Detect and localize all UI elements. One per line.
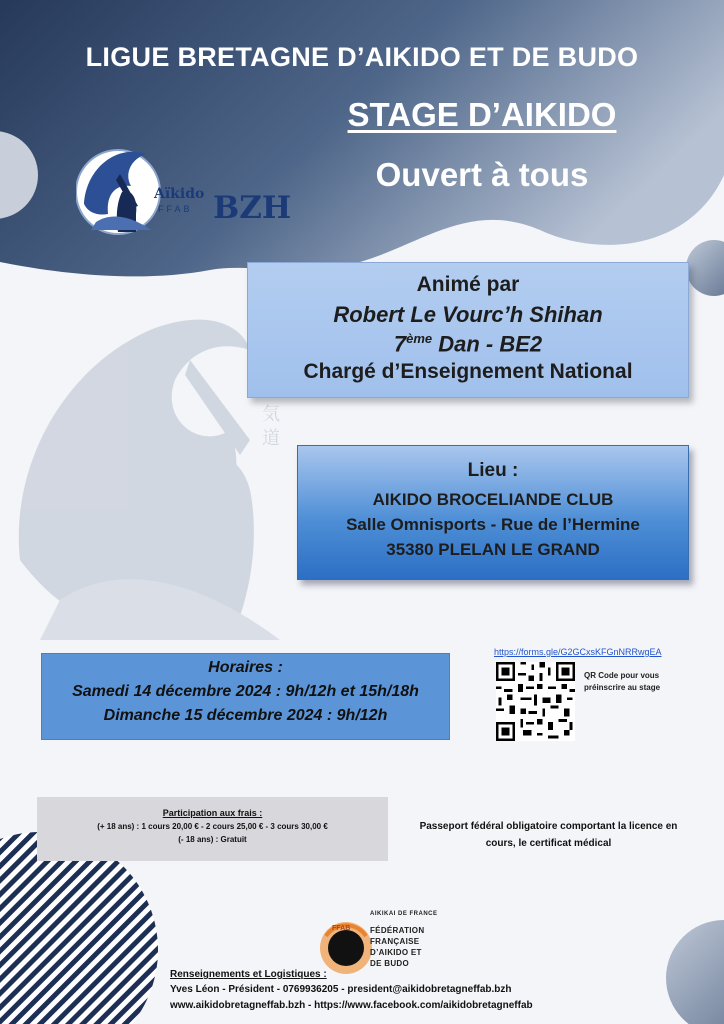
svg-text:道: 道 [262,428,280,449]
location-box [297,445,689,580]
contact-web-links: www.aikidobretagneffab.bzh - https://www.facebook.com/aikidobretagneffab [170,1000,533,1011]
animator-intro: Animé par [416,273,520,296]
qr-caption: QR Code pour vous préinscrire au stage [584,671,661,692]
animator-box [247,262,689,398]
schedule-day1: Samedi 14 décembre 2024 : 9h/12h et 15h/18h [72,683,419,700]
animator-role: Chargé d’Enseignement National [303,360,633,384]
fees-adults: (+ 18 ans) : 1 cours 20,00 € - 2 cours 25,00 € - 3 cours 30,00 € [97,822,328,831]
schedule-label: Horaires : [208,659,283,676]
logo-aikido-text: Aïkido [154,186,205,202]
location-city: 35380 PLELAN LE GRAND [386,540,600,559]
passport-note: Passeport fédéral obligatoire comportant la licence en cours, le certificat médical [419,821,678,849]
contact-president: Yves Léon - Président - 0769936205 - president@aikidobretagneffab.bzh [170,984,512,995]
league-title: LIGUE BRETAGNE D’AIKIDO ET DE BUDO [85,42,639,72]
location-club: AIKIDO BROCELIANDE CLUB [372,490,614,509]
ffab-top-text: AIKIKAI DE FRANCE [370,911,438,917]
schedule-box [41,653,450,740]
registration-form-link[interactable]: https://forms.gle/G2GCxsKFGnNRRwgEA [494,647,662,657]
fees-minors: (- 18 ans) : Gratuit [178,835,247,844]
decorative-circle-right [686,240,724,296]
location-address: Salle Omnisports - Rue de l’Hermine [346,515,640,534]
animator-rank: 7ème Dan - BE2 [393,331,543,357]
watermark-figure [19,320,280,640]
schedule-day2: Dimanche 15 décembre 2024 : 9h/12h [103,707,388,724]
svg-text:気: 気 [262,404,280,425]
animator-name: Robert Le Vourc’h Shihan [333,302,603,327]
qr-code [496,662,575,741]
svg-text:FFAB: FFAB [332,925,351,932]
logo-bzh-text: BZH [213,190,292,226]
fees-heading: Participation aux frais : [162,808,263,818]
ffab-name: FÉDÉRATION FRANÇAISE D’AIKIDO ET DE BUDO [370,926,425,968]
logo-ffab-text: FFAB [158,204,193,214]
decorative-circle-bottom-right [666,920,724,1024]
fees-box [37,797,388,861]
location-label: Lieu : [467,460,519,481]
stage-title: STAGE D’AIKIDO [347,96,617,133]
open-to-all-title: Ouvert à tous [375,156,589,193]
contact-heading: Renseignements et Logistiques : [170,969,327,980]
